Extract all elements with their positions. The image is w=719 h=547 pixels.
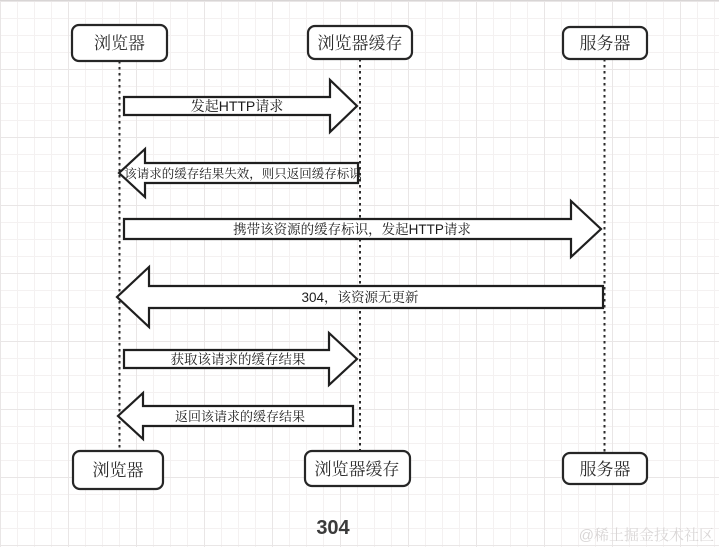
actor-label: 浏览器 xyxy=(92,461,144,480)
message-4-label: 304，该资源无更新 xyxy=(301,290,419,305)
actor-label: 服务器 xyxy=(579,34,631,53)
diagram-caption: 304 xyxy=(316,517,350,539)
http-cache-sequence-diagram xyxy=(0,1,719,547)
message-1-label: 发起HTTP请求 xyxy=(190,98,284,114)
message-3-label: 携带该资源的缓存标识，发起HTTP请求 xyxy=(233,222,471,237)
actor-label: 浏览器缓存 xyxy=(314,460,400,479)
message-6-label: 返回该请求的缓存结果 xyxy=(174,409,306,424)
actor-bottom-server xyxy=(563,453,647,484)
watermark-text: @稀土掘金技术社区 xyxy=(578,527,714,544)
message-5-get-cached-result xyxy=(124,333,357,385)
message-1-request xyxy=(124,80,357,132)
message-5-label: 获取该请求的缓存结果 xyxy=(170,352,306,367)
actor-bottom-browser xyxy=(73,451,163,489)
actor-label: 浏览器 xyxy=(94,34,145,53)
actor-bottom-browser-cache xyxy=(305,451,410,486)
actor-top-server xyxy=(563,27,647,59)
actor-label: 浏览器缓存 xyxy=(317,34,403,53)
actor-top-browser xyxy=(72,25,167,61)
actor-label: 服务器 xyxy=(579,460,631,479)
message-3-conditional-request xyxy=(124,201,601,257)
message-6-return-cached-result xyxy=(118,393,353,439)
message-2-cache-invalid xyxy=(119,149,362,197)
actor-top-browser-cache xyxy=(308,26,412,59)
message-2-label: 该请求的缓存结果失效，则只返回缓存标识 xyxy=(124,167,362,181)
